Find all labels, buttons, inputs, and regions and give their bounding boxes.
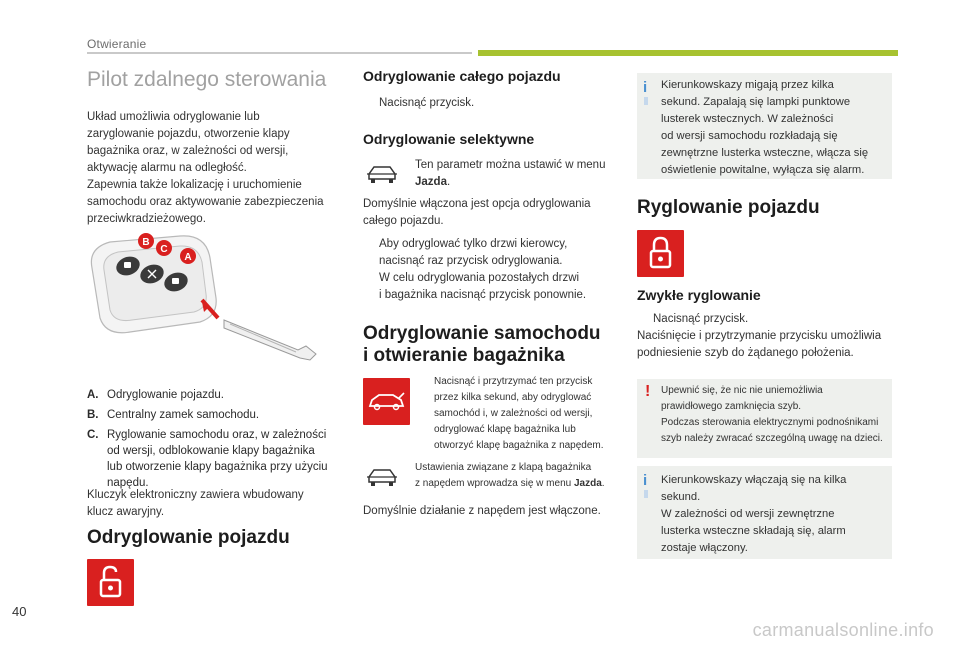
section-heading-lock: Ryglowanie pojazdu — [637, 197, 820, 218]
callout-label-c: C — [160, 244, 168, 255]
step-text — [379, 270, 586, 304]
watermark: carmanualsonline.info — [752, 620, 934, 640]
step-item — [363, 270, 625, 304]
setting-note — [415, 157, 625, 191]
setting-note-line — [415, 174, 625, 191]
legend-item — [87, 427, 352, 491]
unlock-button-symbol — [87, 559, 134, 606]
info-icon: i — [643, 472, 648, 489]
step-line: i bagażnika nacisnąć przycisk ponownie. — [379, 289, 587, 301]
trunk-button-symbol — [363, 378, 410, 425]
note-text: z napędem wprowadza się w menu — [415, 478, 572, 489]
lock-button-symbol — [637, 230, 684, 277]
lock-instructions — [637, 311, 907, 362]
note-line: Ustawienia związane z klapą bagażnika — [415, 462, 592, 473]
legend-text — [107, 427, 328, 491]
intro-text — [87, 109, 347, 228]
intro-line: bagażnika oraz, w zależności od wersji, — [87, 145, 289, 157]
step-trunk — [418, 374, 628, 454]
section-heading-unlock: Odryglowanie pojazdu — [87, 527, 290, 548]
step-text: Nacisnąć przycisk. — [379, 97, 475, 109]
setting-note-line: Ten parametr można ustawić w menu — [415, 159, 606, 171]
info-box-lock — [637, 466, 892, 559]
intro-line: Zapewnia także lokalizację i uruchomienie — [87, 179, 302, 191]
lock-hold-line: Naciśnięcie i przytrzymanie przycisku umożliwia — [637, 330, 882, 342]
info-line: sekund. Zapalają się lampki punktowe — [661, 96, 851, 108]
key-fob-illustration — [84, 228, 344, 368]
info-line: lusterka wsteczne składają się, alarm — [661, 525, 846, 537]
punctuation: . — [446, 176, 451, 188]
legend-line: lub otworzenie klapy bagażnika przy użyciu — [107, 461, 328, 473]
info-line: sekund. — [661, 491, 701, 503]
key-fob-drawing — [84, 228, 344, 368]
intro-line: Układ umożliwia odryglowanie lub — [87, 111, 260, 123]
menu-name: Jazda — [573, 478, 602, 489]
default-note — [363, 196, 623, 230]
car-settings-symbol-2 — [366, 466, 398, 493]
selective-steps — [363, 236, 625, 304]
callout-label-a: A — [184, 252, 192, 263]
callout-label-b: B — [142, 237, 150, 248]
info-line: W zależności od wersji zewnętrzne — [661, 508, 835, 520]
info-line: Kierunkowskazy migają przez kilka — [661, 79, 834, 91]
heading-line: Odryglowanie samochodu — [363, 323, 601, 344]
header-divider — [87, 52, 472, 54]
heading-normal-lock: Zwykłe ryglowanie — [637, 287, 761, 303]
intro-line: zaryglowanie pojazdu, otworzenie klapy — [87, 128, 290, 140]
info-bar — [644, 490, 648, 498]
intro-line: samochodu oraz aktywowanie zabezpieczenia — [87, 196, 324, 208]
header-accent-bar — [478, 50, 898, 56]
step-item — [637, 311, 907, 328]
info-line: zewnętrzne lusterka wsteczne, włącza się — [661, 147, 869, 159]
note-line: Kluczyk elektroniczny zawiera wbudowany — [87, 489, 304, 501]
car-settings-symbol — [366, 163, 398, 190]
intro-line: aktywację alarmu na odległość. — [87, 162, 247, 174]
warning-icon: ! — [645, 383, 651, 400]
car-settings-icon — [366, 163, 398, 185]
step-line: otworzyć klapę bagażnika z napędem. — [434, 440, 604, 451]
lock-padlock-icon — [637, 230, 684, 277]
legend-text: Centralny zamek samochodu. — [107, 409, 260, 421]
note-line: Domyślnie włączona jest opcja odryglowania — [363, 198, 591, 210]
heading-line: i otwieranie bagażnika — [363, 345, 565, 366]
legend-key: C. — [87, 429, 99, 441]
heading-full-unlock: Odryglowanie całego pojazdu — [363, 68, 561, 84]
car-trunk-icon — [363, 378, 410, 425]
menu-name: Jazda — [415, 176, 447, 188]
intro-line: przeciwkradzieżowego. — [87, 213, 206, 225]
step-text — [434, 374, 604, 454]
step-line: przez kilka sekund, aby odryglować — [434, 392, 592, 403]
warning-text — [661, 383, 891, 447]
legend-line: Ryglowanie samochodu oraz, w zależności — [107, 429, 327, 441]
step-line: nacisnąć raz przycisk odryglowania. — [379, 255, 563, 267]
info-line: oświetlenie powitalne, wyłącza się alarm. — [661, 164, 865, 176]
emergency-key-note — [87, 487, 352, 521]
legend-key: B. — [87, 409, 99, 421]
info-bar — [644, 97, 648, 105]
warning-line: Podczas sterowania elektrycznymi podnośnikami — [661, 417, 879, 428]
legend-line: od wersji, odblokowanie klapy bagażnika — [107, 445, 315, 457]
heading-selective-unlock: Odryglowanie selektywne — [363, 131, 535, 147]
note-line: klucz awaryjny. — [87, 506, 165, 518]
checkbox-icon — [363, 95, 379, 112]
warning-box — [637, 379, 892, 458]
page-number: 40 — [12, 604, 27, 619]
legend-item — [87, 407, 352, 423]
warning-line: Upewnić się, że nic nie uniemożliwia — [661, 385, 823, 396]
checkbox-icon — [637, 311, 653, 328]
info-box-unlock — [637, 73, 892, 179]
warning-line: prawidłowego zamknięcia szyb. — [661, 401, 802, 412]
note-line — [415, 476, 630, 492]
info-line: zostaje włączony. — [661, 542, 748, 554]
step-text — [379, 236, 567, 270]
info-line: Kierunkowskazy włączają się na kilka — [661, 474, 847, 486]
legend-text: Odryglowanie pojazdu. — [107, 389, 224, 401]
button-legend — [87, 387, 352, 491]
unlock-padlock-icon — [87, 559, 134, 606]
heading-trunk-unlock — [363, 323, 601, 367]
info-text — [661, 77, 889, 179]
info-text — [661, 472, 889, 557]
legend-key: A. — [87, 389, 99, 401]
step-line: W celu odryglowania pozostałych drzwi — [379, 272, 580, 284]
page-title: Pilot zdalnego sterowania — [87, 68, 327, 91]
warning-line: szyb należy zwracać szczególną uwagę na dzieci. — [661, 433, 883, 444]
step-full-unlock — [363, 95, 623, 112]
step-line: odryglować klapę bagażnika lub — [434, 424, 576, 435]
legend-line: napędu. — [107, 477, 149, 489]
note-line: całego pojazdu. — [363, 215, 444, 227]
lock-hold-line: podniesienie szyb do żądanego położenia. — [637, 347, 854, 359]
info-line: od wersji samochodu rozkładają się — [661, 130, 838, 142]
trunk-settings-note — [415, 460, 630, 492]
punctuation: . — [601, 478, 605, 489]
step-line: samochód i, w zależności od wersji, — [434, 408, 593, 419]
step-line: Nacisnąć i przytrzymać ten przycisk — [434, 376, 593, 387]
step-item — [363, 236, 625, 270]
checkbox-icon — [363, 236, 379, 270]
checkbox-icon — [363, 270, 379, 304]
info-icon: i — [643, 79, 648, 96]
checkbox-icon — [418, 374, 434, 454]
legend-item — [87, 387, 352, 403]
step-line: Aby odryglować tylko drzwi kierowcy, — [379, 238, 568, 250]
step-text: Nacisnąć przycisk. — [653, 313, 749, 325]
info-line: lusterek wstecznych. W zależności — [661, 113, 834, 125]
power-default-note: Domyślnie działanie z napędem jest włączone. — [363, 505, 601, 517]
car-settings-icon — [366, 466, 398, 488]
section-label: Otwieranie — [87, 37, 147, 51]
